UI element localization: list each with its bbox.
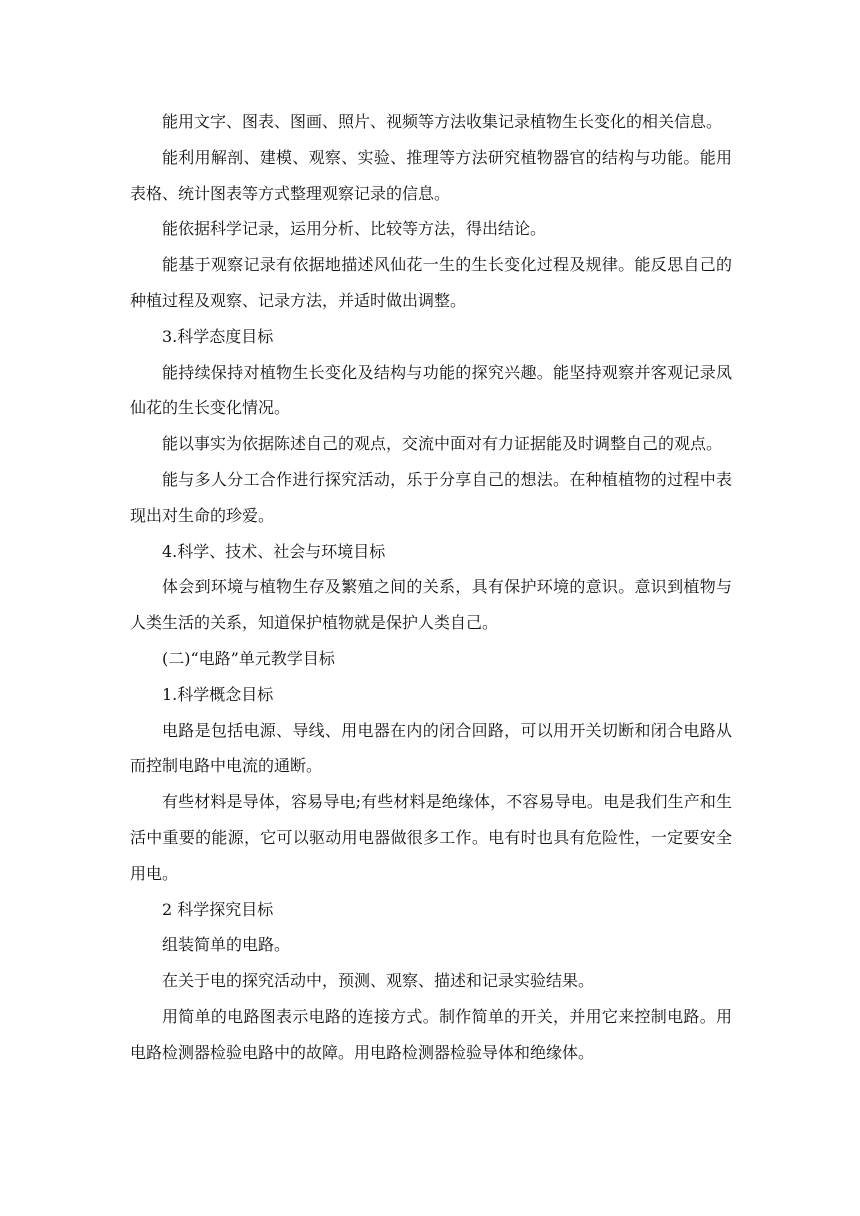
paragraph-record-methods: 能用文字、图表、图画、照片、视频等方法收集记录植物生长变化的相关信息。	[162, 112, 723, 131]
paragraph-interest: 能持续保持对植物生长变化及结构与功能的探究兴趣。能坚持观察并客观记录凤仙花的生长变化情况。	[130, 362, 732, 418]
paragraph-environment: 体会到环境与植物生存及繁殖之间的关系，具有保护环境的意识。意识到植物与人类生活的关系，知道保护植物就是保护人类自己。	[130, 577, 732, 633]
document-body	[130, 104, 732, 1071]
heading-science-inquiry: 2 科学探究目标	[162, 899, 274, 919]
paragraph-circuit-diagram: 用简单的电路图表示电路的连接方式。制作简单的开关，并用它来控制电路。用电路检测器检验电路中的故障。用电路检测器检验导体和绝缘体。	[130, 1006, 732, 1062]
paragraph-assemble: 组装简单的电路。	[162, 935, 291, 955]
paragraph-inquiry-activity: 在关于电的探究活动中，预测、观察、描述和记录实验结果。	[162, 971, 595, 991]
heading-science-attitude: 3.科学态度目标	[162, 326, 274, 346]
heading-science-concept: 1.科学概念目标	[162, 684, 274, 704]
heading-stse: 4.科学、技术、社会与环境目标	[162, 541, 386, 561]
paragraph-conclusion: 能依据科学记录，运用分析、比较等方法，得出结论。	[162, 219, 547, 239]
paragraph-research-methods: 能利用解剖、建模、观察、实验、推理等方法研究植物器官的结构与功能。能用表格、统计图表等方式整理观察记录的信息。	[130, 147, 732, 203]
paragraph-circuit-definition: 电路是包括电源、导线、用电器在内的闭合回路，可以用开关切断和闭合电路从而控制电路中电流的通断。	[130, 720, 732, 776]
paragraph-growth-description: 能基于观察记录有依据地描述风仙花一生的生长变化过程及规律。能反思自己的种植过程及观察、记录方法，并适时做出调整。	[130, 255, 732, 310]
paragraph-evidence: 能以事实为依据陈述自己的观点，交流中面对有力证据能及时调整自己的观点。	[162, 434, 723, 454]
heading-circuit-unit: (二)“电路”单元教学目标	[162, 648, 335, 668]
paragraph-cooperation: 能与多人分工合作进行探究活动，乐于分享自己的想法。在种植植物的过程中表现出对生命的珍爱。	[130, 469, 732, 525]
paragraph-conductors: 有些材料是导体，容易导电;有些材料是绝缘体，不容易导电。电是我们生产和生活中重要的能源，它可以驱动用电器做很多工作。电有时也具有危险性，一定要安全用电。	[130, 792, 732, 883]
